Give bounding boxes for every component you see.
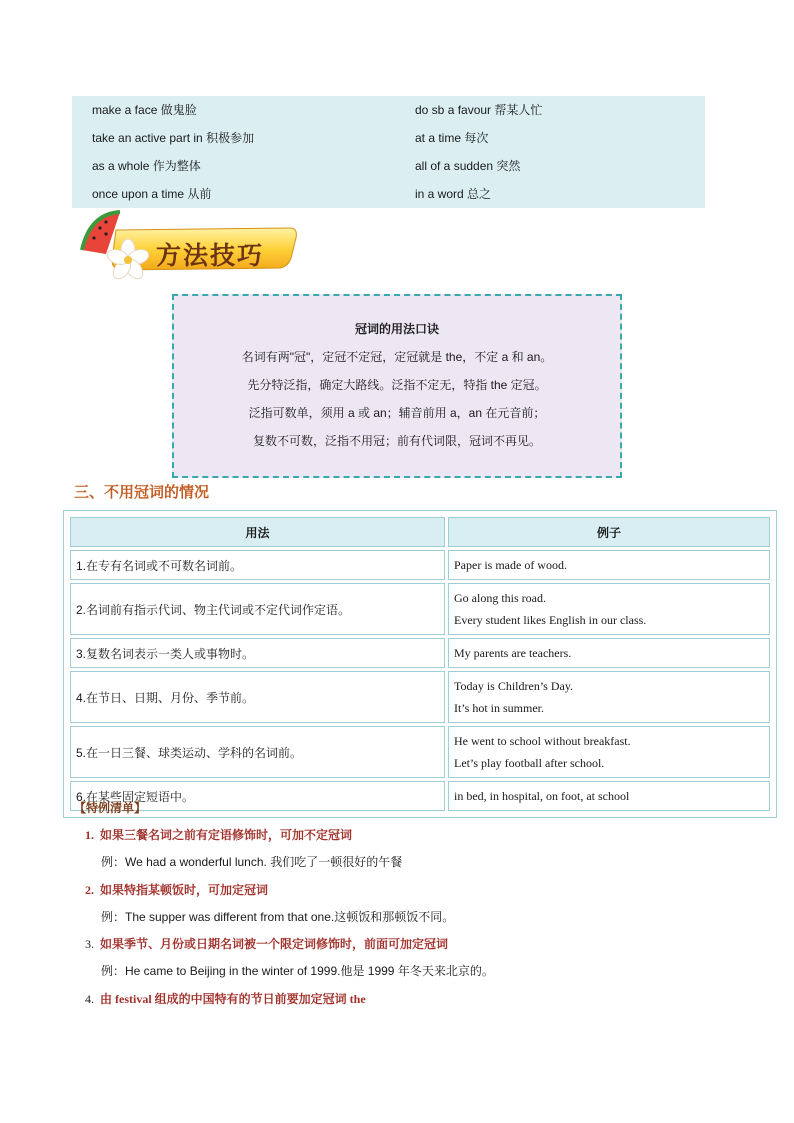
table-row — [70, 726, 770, 778]
example-cell — [448, 550, 770, 580]
phrase-left: once upon a time 从前 — [92, 187, 212, 201]
example-line: Let’s play football after school. — [454, 756, 605, 770]
special-item-text: 如果三餐名词之前有定语修饰时，可加不定冠词 — [100, 828, 353, 842]
example-cell — [448, 726, 770, 778]
phrase-row — [72, 124, 705, 152]
header-usage: 用法 — [70, 517, 445, 547]
usage-cell: 4.在节日、日期、月份、季节前。 — [70, 671, 445, 723]
example-cell — [448, 671, 770, 723]
example-line: in bed, in hospital, on foot, at school — [454, 789, 630, 803]
rules-table — [63, 510, 777, 818]
phrase-right: in a word 总之 — [415, 187, 492, 201]
example-line: He went to school without breakfast. — [454, 734, 631, 748]
special-item-text: 由 festival 组成的中国特有的节日前要加定冠词 the — [100, 992, 366, 1006]
table-header-row — [70, 517, 770, 547]
phrase-row — [72, 152, 705, 180]
special-item-number: 4. — [85, 992, 94, 1006]
method-tips-banner — [76, 210, 302, 284]
special-item — [85, 826, 352, 843]
example-cell — [448, 583, 770, 635]
phrase-box — [72, 96, 705, 208]
phrase-right: all of a sudden 突然 — [415, 159, 521, 173]
special-list-heading: 【特例清单】 — [74, 801, 147, 815]
tips-box — [172, 294, 622, 478]
special-item-text: 如果季节、月份或日期名词被一个限定词修饰时，前面可加定冠词 — [100, 937, 449, 951]
table-row — [70, 781, 770, 811]
usage-cell: 3.复数名词表示一类人或事物时。 — [70, 638, 445, 668]
special-item-number: 2. — [85, 883, 94, 897]
table-row — [70, 638, 770, 668]
special-example: 例：He came to Beijing in the winter of 1999.他是 1999 年冬天来北京的。 — [101, 964, 494, 978]
special-item-text: 如果特指某顿饭时，可加定冠词 — [100, 883, 269, 897]
example-line: My parents are teachers. — [454, 646, 572, 660]
special-item — [85, 935, 448, 952]
example-cell — [448, 638, 770, 668]
example-line: It’s hot in summer. — [454, 701, 544, 715]
usage-cell: 6.在某些固定短语中。 — [70, 781, 445, 811]
usage-cell: 2.名词前有指示代词、物主代词或不定代词作定语。 — [70, 583, 445, 635]
section-heading: 三、不用冠词的情况 — [74, 484, 210, 501]
header-examples: 例子 — [448, 517, 770, 547]
special-item — [85, 990, 366, 1007]
phrase-row — [72, 96, 705, 124]
example-line: Today is Children’s Day. — [454, 679, 574, 693]
table-row — [70, 550, 770, 580]
usage-cell: 1.在专有名词或不可数名词前。 — [70, 550, 445, 580]
special-example: 例：We had a wonderful lunch. 我们吃了一顿很好的午餐 — [101, 855, 403, 869]
special-item — [85, 881, 268, 898]
usage-cell: 5.在一日三餐、球类运动、学科的名词前。 — [70, 726, 445, 778]
special-example: 例：The supper was different from that one.这顿饭和那顿饭不同。 — [101, 910, 455, 924]
tips-line: 复数不可数，泛指不用冠；前有代词限，冠词不再见。 — [252, 434, 541, 448]
tips-line: 泛指可数单，须用 a 或 an；辅音前用 a，an 在元音前； — [248, 406, 546, 420]
example-cell — [448, 781, 770, 811]
tips-line: 先分特泛指，确定大路线。泛指不定无，特指 the 定冠。 — [247, 378, 547, 392]
phrase-right: do sb a favour 帮某人忙 — [415, 103, 543, 117]
table-row — [70, 671, 770, 723]
special-item-number: 1. — [85, 828, 94, 842]
example-line: Every student likes English in our class. — [454, 613, 647, 627]
phrase-right: at a time 每次 — [415, 131, 489, 145]
phrase-left: as a whole 作为整体 — [92, 159, 201, 173]
phrase-left: take an active part in 积极参加 — [92, 131, 255, 145]
example-line: Go along this road. — [454, 591, 546, 605]
table-row — [70, 583, 770, 635]
tips-title: 冠词的用法口诀 — [354, 322, 439, 336]
example-line: Paper is made of wood. — [454, 558, 567, 572]
phrase-row — [72, 180, 705, 208]
special-item-number: 3. — [85, 937, 94, 951]
banner-title: 方法技巧 — [156, 241, 265, 270]
phrase-left: make a face 做鬼脸 — [92, 103, 197, 117]
tips-line: 名词有两"冠"，定冠不定冠，定冠就是 the，不定 a 和 an。 — [241, 350, 553, 364]
